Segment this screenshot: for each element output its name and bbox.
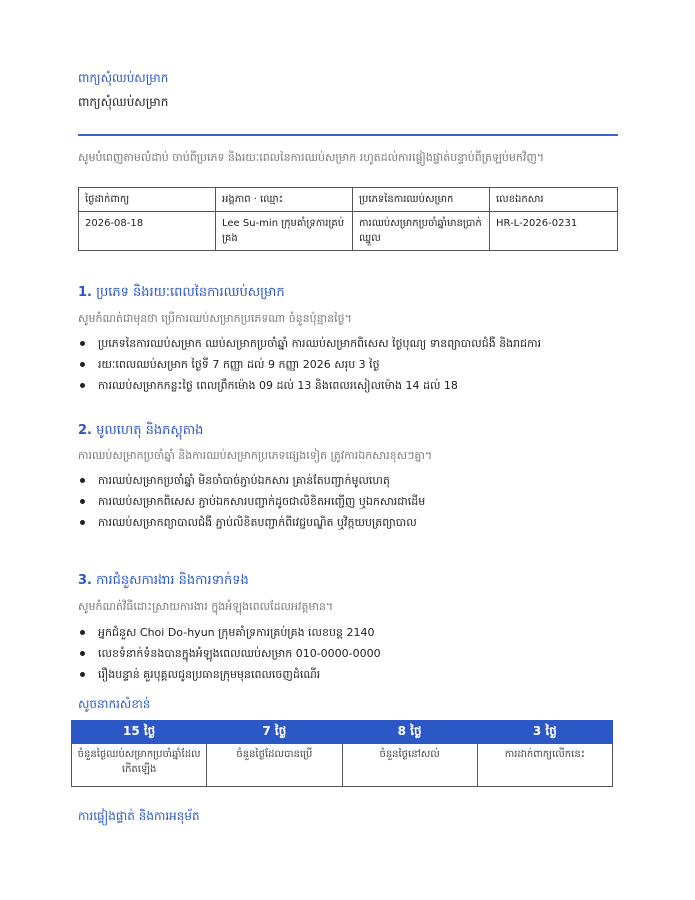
section-1-number: 1.	[78, 285, 92, 300]
header-divider	[78, 134, 618, 136]
info-table-header-row	[79, 188, 618, 212]
summary-table	[71, 720, 613, 787]
summary-value-current: 3 ថ្ងៃ	[477, 721, 612, 744]
section-2-title	[78, 422, 203, 441]
bullet-icon	[80, 478, 85, 483]
list-item: ការឈប់សម្រាកកន្លះថ្ងៃ ពេលព្រឹកម៉ោង 09 ដល់ 13 និងពេលរសៀលម៉ោង 14 ដល់ 18	[78, 378, 623, 393]
summary-value-remaining: 8 ថ្ងៃ	[342, 721, 477, 744]
summary-value-used: 7 ថ្ងៃ	[207, 721, 342, 744]
section-2-number: 2.	[78, 423, 92, 438]
bullet-icon	[80, 672, 85, 677]
info-table-row	[79, 212, 618, 251]
list-item: អ្នកជំនួស Choi Do-hyun ក្រុមគាំទ្រការគ្រប់គ្រង លេខបន្ត 2140	[78, 625, 623, 640]
list-item: រឿងបន្ទាន់ គួរបុគ្គលជូនប្រធានក្រុមមុនពេលចេញដំណើរ	[78, 667, 623, 682]
section-1-title	[78, 284, 285, 303]
section-3-intro: សូមកំណត់វិធីដោះស្រាយការងារ ក្នុងអំឡុងពេលដែលអវត្តមាន។	[78, 600, 334, 613]
approval-section-title: ការផ្ទៀងផ្ទាត់ និងការអនុម័ត	[78, 809, 200, 823]
list-item: ការឈប់សម្រាកពិសេស ភ្ជាប់ឯកសារបញ្ជាក់ដូចជាលិខិតអញ្ជើញ ឬឯកសារជាដើម	[78, 494, 623, 509]
bullet-icon	[80, 651, 85, 656]
info-header-doc-number: លេខឯកសារ	[490, 188, 618, 212]
page-title: ពាក្យសុំឈប់សម្រាក	[78, 95, 169, 109]
bullet-icon	[80, 630, 85, 635]
summary-value-annual: 15 ថ្ងៃ	[72, 721, 207, 744]
section-2-intro: ការឈប់សម្រាកប្រចាំឆ្នាំ និងការឈប់សម្រាកប្រភេទផ្សេងទៀត ត្រូវការឯកសារខុសៗគ្នា។	[78, 449, 433, 462]
summary-label-current: ការដាក់ពាក្យលើកនេះ	[477, 744, 612, 787]
bullet-icon	[80, 499, 85, 504]
section-3-title	[78, 572, 249, 591]
list-item: ការឈប់សម្រាកព្យាបាលជំងឺ ភ្ជាប់លិខិតបញ្ជាក់ពីវេជ្ជបណ្ឌិត ឬវិក្កយបត្រព្យាបាល	[78, 515, 623, 530]
list-item: លេខទំនាក់ទំនងបានក្នុងអំឡុងពេលឈប់សម្រាក 010-0000-0000	[78, 646, 623, 661]
info-header-leave-type: ប្រភេទនៃការឈប់សម្រាក	[353, 188, 490, 212]
summary-label-row	[72, 744, 613, 787]
bullet-icon	[80, 341, 85, 346]
list-item: ប្រភេទនៃការឈប់សម្រាក ឈប់សម្រាកប្រចាំឆ្នាំ ការឈប់សម្រាកពិសេស ថ្ងៃបុណ្យ ទានព្យាបាលជំងឺ និងរាជការ	[78, 336, 623, 351]
info-cell-leave-type: ការឈប់សម្រាកប្រចាំឆ្នាំមានប្រាក់ឈ្នួល	[353, 212, 490, 251]
list-item: ការឈប់សម្រាកប្រចាំឆ្នាំ មិនចាំបាច់ភ្ជាប់ឯកសារ គ្រាន់តែបញ្ជាក់មូលហេតុ	[78, 473, 623, 488]
bullet-icon	[80, 362, 85, 367]
section-2-heading: មូលហេតុ និងភស្តុតាង	[96, 423, 204, 438]
info-table	[78, 187, 618, 251]
header-kicker: ពាក្យសុំឈប់សម្រាក	[78, 71, 169, 85]
summary-title: សូចនាករសំខាន់	[78, 697, 151, 711]
info-header-department: អង្គភាព · ឈ្មោះ	[216, 188, 353, 212]
info-cell-department: Lee Su-min ក្រុមគាំទ្រការគ្រប់គ្រង	[216, 212, 353, 251]
section-1-intro: សូមកំណត់ជាមុនថា ប្រើការឈប់សម្រាកប្រភេទណា ចំនួនប៉ុន្មានថ្ងៃ។	[78, 312, 352, 325]
section-1-list	[78, 336, 623, 399]
list-item: រយៈពេលឈប់សម្រាក ថ្ងៃទី 7 កញ្ញា ដល់ 9 កញ្ញា 2026 សរុប 3 ថ្ងៃ	[78, 357, 623, 372]
summary-label-used: ចំនួនថ្ងៃដែលបានប្រើ	[207, 744, 342, 787]
intro-text: សូមបំពេញតាមលំដាប់ ចាប់ពីប្រភេទ និងរយៈពេលនៃការឈប់សម្រាក រហូតដល់ការផ្ទៀងផ្ទាត់បន្ទាប់ពីត្រឡប់មកវិញ។	[78, 151, 545, 164]
info-cell-doc-number: HR-L-2026-0231	[490, 212, 618, 251]
section-1-heading: ប្រភេទ និងរយៈពេលនៃការឈប់សម្រាក	[96, 285, 285, 300]
info-cell-date: 2026-08-18	[79, 212, 216, 251]
bullet-icon	[80, 520, 85, 525]
section-3-number: 3.	[78, 573, 92, 588]
info-header-date: ថ្ងៃដាក់ពាក្យ	[79, 188, 216, 212]
summary-label-remaining: ចំនួនថ្ងៃនៅសល់	[342, 744, 477, 787]
bullet-icon	[80, 383, 85, 388]
summary-header-row	[72, 721, 613, 744]
section-3-heading: ការជំនួសការងារ និងការទាក់ទង	[96, 573, 249, 588]
section-2-list	[78, 473, 623, 536]
section-3-list	[78, 625, 623, 688]
summary-label-annual: ចំនួនថ្ងៃឈប់សម្រាកប្រចាំឆ្នាំដែលកើតឡើង	[72, 744, 207, 787]
